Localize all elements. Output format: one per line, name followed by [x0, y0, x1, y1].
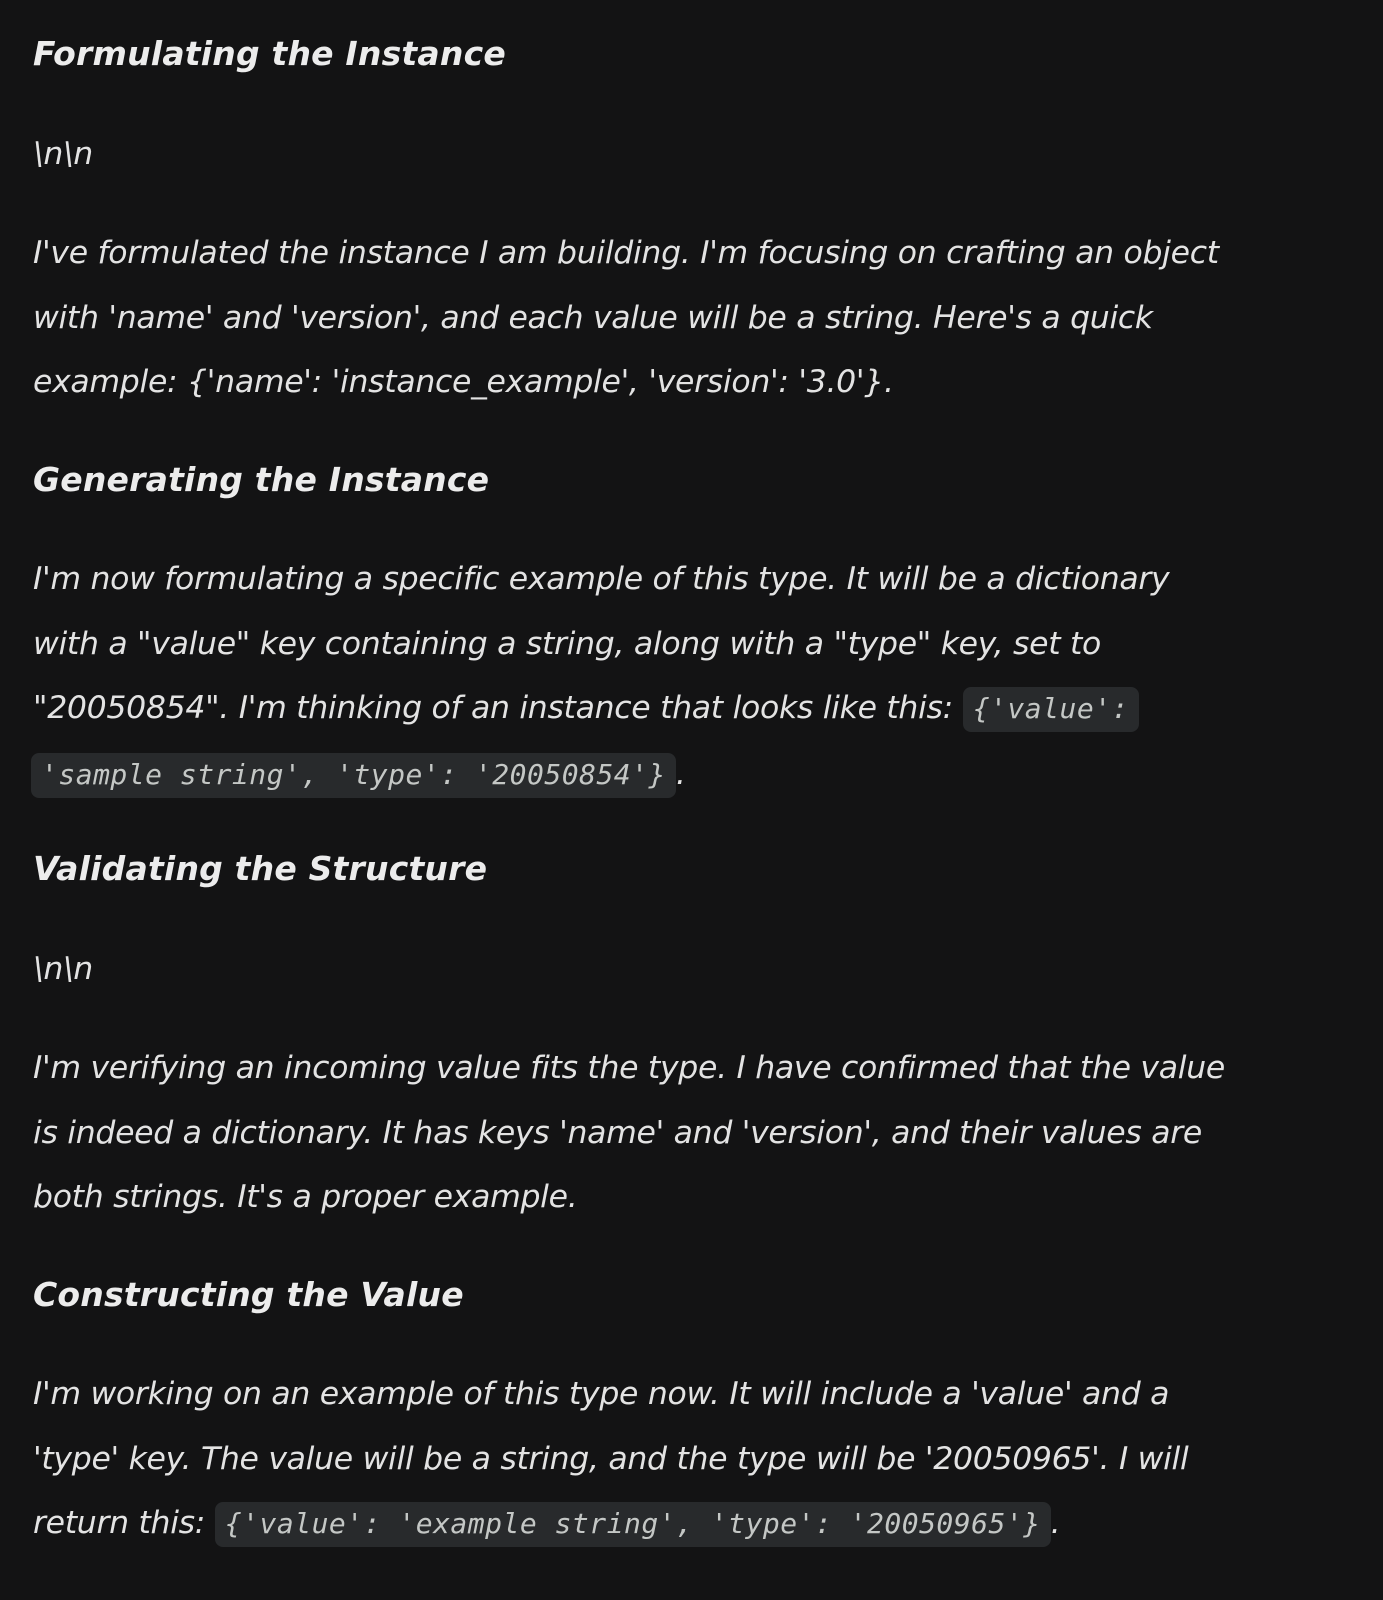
paragraph-text: .: [1050, 1505, 1061, 1541]
section-heading-formulating: Formulating the Instance: [33, 34, 506, 73]
section-heading-validating: Validating the Structure: [33, 849, 488, 888]
paragraph-constructing: [33, 1362, 1353, 1557]
paragraph-text: "20050854". I'm thinking of an instance that looks like this:: [33, 690, 963, 726]
paragraph-line: [33, 676, 1353, 742]
paragraph-text: return this:: [33, 1505, 215, 1541]
paragraph-line: I'm working on an example of this type now. It will include a 'value' and a: [33, 1376, 1170, 1412]
paragraph-line: I've formulated the instance I am building. I'm focusing on crafting an object: [33, 235, 1219, 271]
inline-code: 'sample string', 'type': '20050854'}: [31, 753, 676, 798]
paragraph-text: .: [675, 755, 686, 792]
paragraph-line: [33, 1491, 1353, 1557]
paragraph-validating: [33, 1036, 1353, 1230]
paragraph-line: [33, 742, 1353, 808]
inline-code: {'value':: [963, 687, 1139, 732]
paragraph-line: I'm now formulating a specific example of this type. It will be a dictionary: [33, 561, 1170, 597]
paragraph-formulating: [33, 221, 1353, 415]
paragraph-generating: [33, 547, 1353, 807]
paragraph-line: I'm verifying an incoming value fits the type. I have confirmed that the value: [33, 1050, 1225, 1086]
paragraph-line: both strings. It's a proper example.: [33, 1179, 578, 1215]
paragraph-line: example: {'name': 'instance_example', 'version': '3.0'}.: [33, 364, 894, 400]
paragraph-line: is indeed a dictionary. It has keys 'name' and 'version', and their values are: [33, 1114, 1202, 1151]
paragraph-line: 'type' key. The value will be a string, and the type will be '20050965'. I will: [33, 1440, 1189, 1477]
separator-text: \n\n: [33, 951, 93, 987]
paragraph-line: with a "value" key containing a string, along with a "type" key, set to: [33, 625, 1102, 662]
separator-text: \n\n: [33, 136, 93, 172]
section-heading-constructing: Constructing the Value: [33, 1275, 464, 1314]
inline-code: {'value': 'example string', 'type': '20050965'}: [215, 1502, 1051, 1547]
section-heading-generating: Generating the Instance: [33, 460, 490, 499]
paragraph-line: with 'name' and 'version', and each value will be a string. Here's a quick: [33, 299, 1153, 336]
